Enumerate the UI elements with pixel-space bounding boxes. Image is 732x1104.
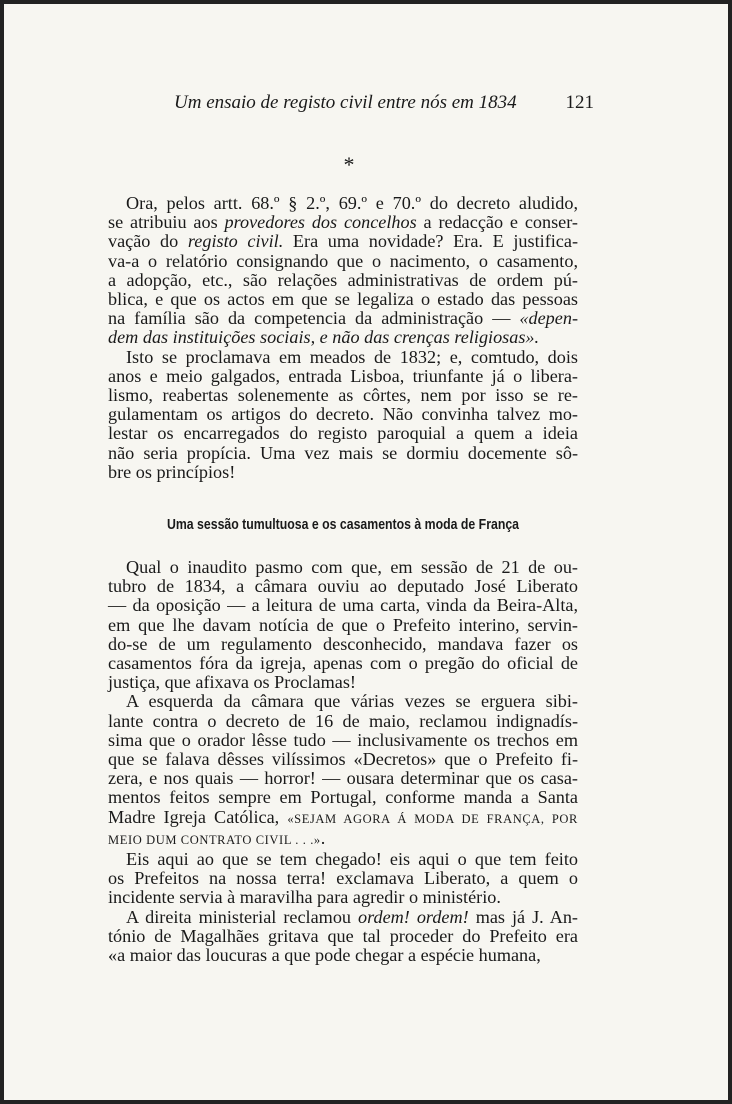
text-line (108, 788, 578, 807)
text-block-upper (108, 194, 578, 482)
paragraph (108, 850, 578, 908)
text-line (108, 731, 578, 750)
text-run: os Prefeitos na nossa terra! exclamava Liberato, a quem o (108, 868, 578, 889)
book-page (4, 4, 728, 1100)
text-run: tubro de 1834, a câmara ouviu ao deputado José Liberato (108, 576, 578, 597)
section-separator-asterisk: * (343, 152, 355, 177)
paragraph (108, 692, 578, 850)
text-run: Ora, pelos artt. 68.º § 2.º, 69.º e 70.º do decreto aludido, (126, 193, 578, 213)
text-line (108, 616, 578, 635)
text-line (108, 769, 578, 788)
small-caps-run: «SEJAM AGORA Á MODA DE FRANÇA, POR (287, 811, 578, 826)
text-line (108, 405, 578, 424)
text-run: Isto se proclamava em meados de 1832; e, comtudo, dois (126, 346, 578, 367)
text-run: lante contra o decreto de 16 de maio, reclamou indignadís- (108, 710, 578, 731)
text-line (108, 808, 578, 829)
text-line (108, 252, 578, 271)
text-run: va-a o relatório consignando que o nacimento, o casamento, (108, 250, 578, 271)
text-run: a redacção e conser- (416, 212, 578, 233)
running-header (174, 92, 594, 114)
text-run: a adopção, etc., são relações administrativas de ordem pú- (108, 269, 578, 290)
paragraph (108, 194, 578, 348)
paragraph (108, 908, 578, 966)
page-number: 121 (565, 92, 594, 113)
text-line (108, 888, 578, 907)
italic-run: dem das instituições sociais, e não das crenças religiosas». (108, 327, 540, 348)
text-line (108, 654, 578, 673)
text-run: zera, e nos quais — horror! — ousara determinar que os casa- (108, 768, 578, 789)
text-run: Madre Igreja Católica, (108, 806, 288, 827)
text-line (108, 673, 578, 692)
text-run: A esquerda da câmara que várias vezes se erguera sibi- (126, 691, 578, 712)
text-line (108, 946, 578, 965)
text-run: na família são da competencia da administração — (108, 308, 520, 329)
italic-run: ordem! ordem! (358, 906, 469, 927)
running-title: Um ensaio de registo civil entre nós em 1834 (174, 92, 517, 113)
text-line (108, 692, 578, 711)
section-heading: Uma sessão tumultuosa e os casamentos à moda de França (166, 516, 520, 533)
text-line (108, 577, 578, 596)
text-line (108, 850, 578, 869)
text-line (108, 232, 578, 251)
text-block-lower (108, 558, 578, 965)
text-run: tónio de Magalhães gritava que tal proceder do Prefeito era (108, 925, 578, 946)
text-line (108, 194, 578, 213)
text-run: blica, e que os actos em que se legaliza o estado das pessoas (108, 289, 578, 310)
italic-run: «depen- (519, 308, 578, 329)
text-line (108, 712, 578, 731)
text-line (108, 829, 578, 850)
text-run: lestar os encarregados do registo paroquial a quem a ideia (108, 423, 578, 444)
text-run: «a maior das loucuras a que pode chegar a espécie humana, (108, 945, 541, 966)
text-line (108, 271, 578, 290)
text-run: casamentos fóra da igreja, apenas com o pregão do oficial de (108, 653, 578, 674)
text-run: mentos feitos sempre em Portugal, conforme manda a Santa (108, 787, 578, 808)
italic-run: registo civil. (187, 231, 284, 252)
text-run: incidente servia à maravilha para agredir o ministério. (108, 887, 501, 908)
text-run: que se falava dêsses vilíssimos «Decretos» que o Prefeito fi- (108, 749, 578, 770)
text-line (108, 309, 578, 328)
paragraph (108, 348, 578, 482)
text-line (108, 596, 578, 615)
text-run: bre os princípios! (108, 461, 236, 482)
text-line (108, 424, 578, 443)
text-line (108, 290, 578, 309)
text-line (108, 367, 578, 386)
text-line (108, 444, 578, 463)
text-run: não seria propícia. Uma vez mais se dormiu docemente sô- (108, 442, 578, 463)
text-line (108, 908, 578, 927)
text-run: se atribuiu aos (108, 212, 225, 233)
text-line (108, 328, 578, 347)
text-run: mas já J. An- (468, 906, 578, 927)
italic-run: provedores dos concelhos (224, 212, 417, 233)
text-line (108, 386, 578, 405)
text-run: Eis aqui ao que se tem chegado! eis aqui o que tem feito (126, 849, 578, 870)
paragraph (108, 558, 578, 692)
text-run: Era uma novidade? Era. E justifica- (283, 231, 579, 252)
text-run: justiça, que afixava os Proclamas! (108, 672, 356, 693)
text-line (108, 348, 578, 367)
text-run: em que lhe davam notícia de que o Prefeito interino, servin- (108, 614, 578, 635)
text-run: lismo, reabertas solenemente as côrtes, nem por isso se re- (108, 385, 578, 406)
text-line (108, 927, 578, 946)
text-line (108, 750, 578, 769)
text-run: . (320, 827, 326, 848)
text-run: anos e meio galgados, entrada Lisboa, triunfante já o libera- (108, 365, 578, 386)
text-line (108, 558, 578, 577)
text-run: vação do (108, 231, 188, 252)
small-caps-run: MEIO DUM CONTRATO CIVIL . . .» (108, 832, 321, 847)
text-line (108, 213, 578, 232)
text-run: gulamentam os artigos do decreto. Não convinha talvez mo- (108, 404, 578, 425)
text-line (108, 463, 578, 482)
text-run: A direita ministerial reclamou (126, 906, 358, 927)
text-run: Qual o inaudito pasmo com que, em sessão de 21 de ou- (126, 557, 578, 577)
text-run: sima que o orador lêsse tudo — inclusivamente os trechos em (108, 729, 578, 750)
text-run: — da oposição — a leitura de uma carta, vinda da Beira-Alta, (108, 595, 578, 616)
text-line (108, 869, 578, 888)
text-line (108, 635, 578, 654)
text-run: do-se de um regulamento desconhecido, mandava fazer os (108, 633, 578, 654)
